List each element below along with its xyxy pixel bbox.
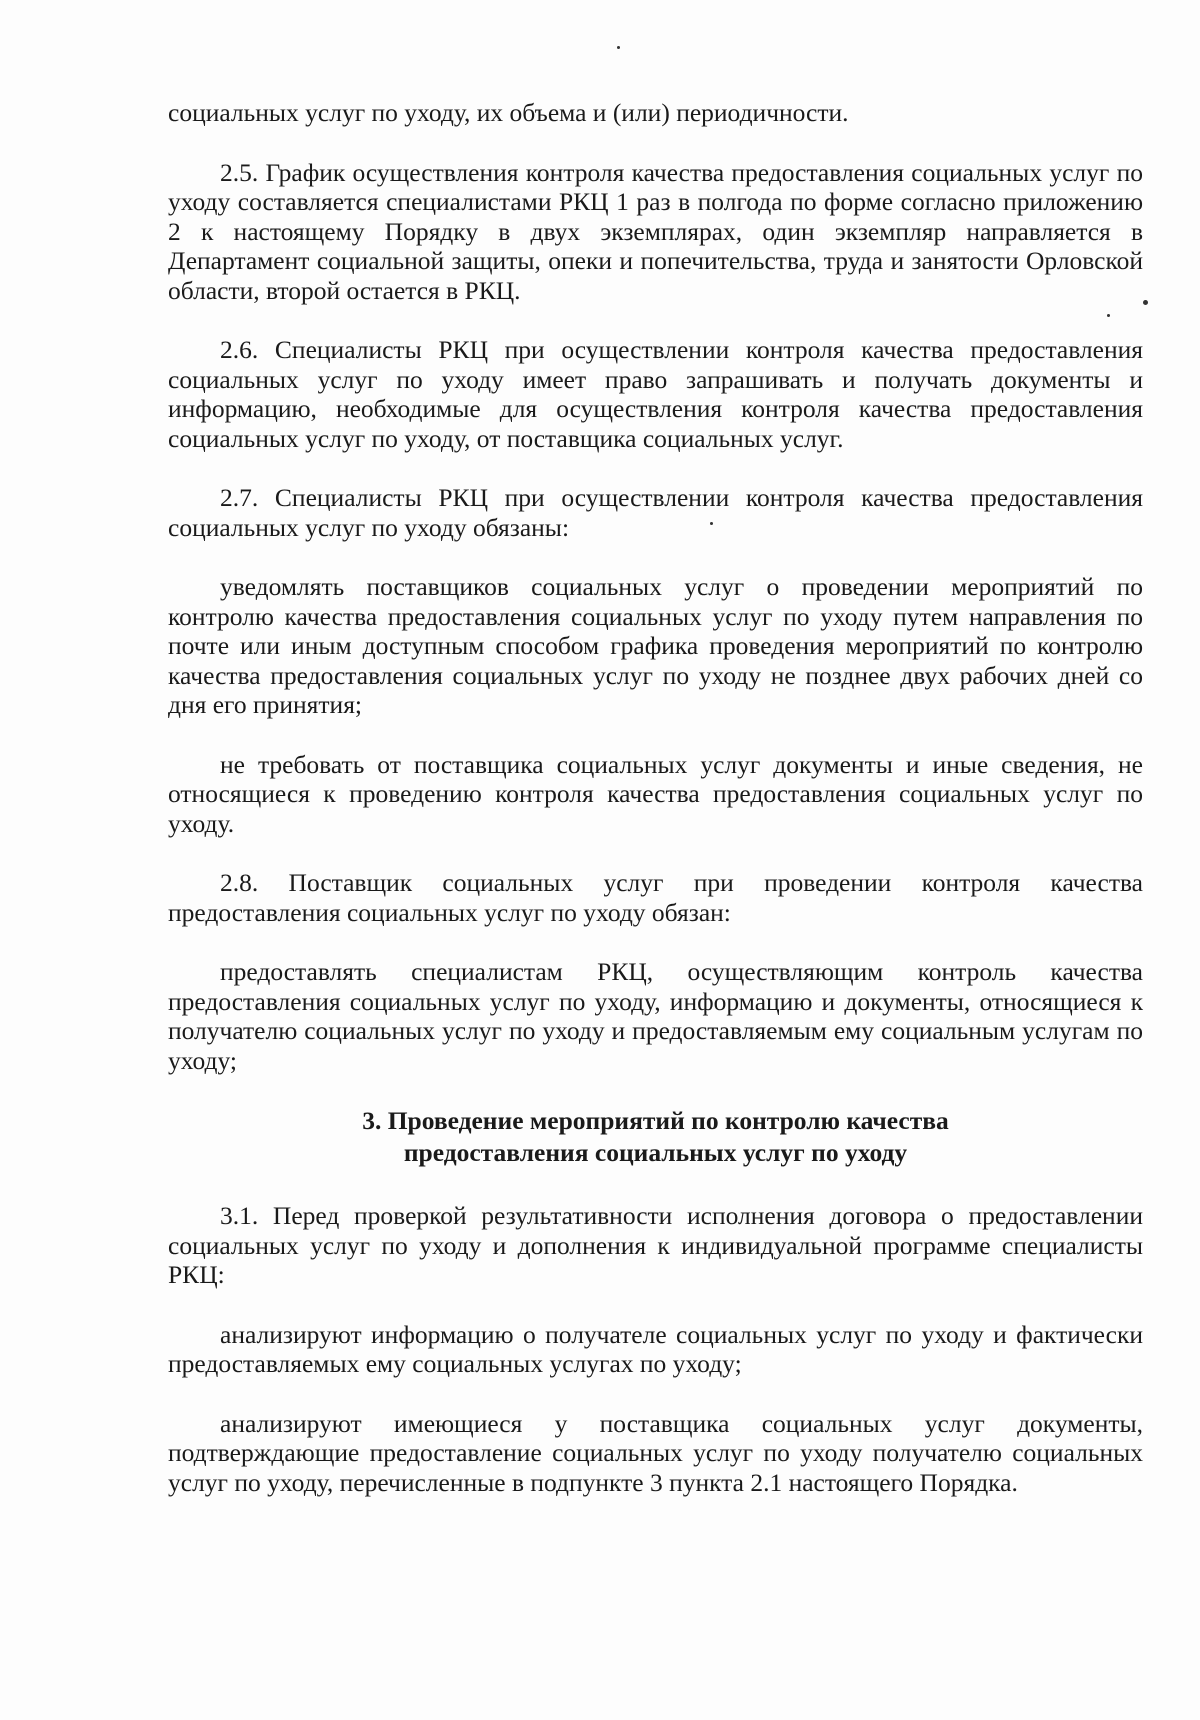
paragraph-2-8: 2.8. Поставщик социальных услуг при проведении контроля качества предоставления социальных услуг по уходу обязан: [168,868,1143,927]
paragraph-continuation: социальных услуг по уходу, их объема и (или) периодичности. [168,98,849,127]
section-3-heading [168,1105,1143,1169]
section-3-heading-line-2: предоставления социальных услуг по уходу [403,1138,908,1167]
paragraph-2-8-item-1: предоставлять специалистам РКЦ, осуществляющим контроль качества предоставления социальных услуг по уходу, информацию и документы, относящиеся к получателю социальных услуг по уходу и предоставляемым ему социальным услугам по уходу; [168,957,1143,1075]
scan-speck [617,46,620,49]
document-body [168,98,1143,1527]
paragraph-2-7-item-2: не требовать от поставщика социальных услуг документы и иные сведения, не относящиеся к проведению контроля качества предоставления социальных услуг по уходу. [168,749,1143,838]
paragraph-2-6: 2.6. Специалисты РКЦ при осуществлении контроля качества предоставления социальных услуг по уходу имеет право запрашивать и получать документы и информацию, необходимые для осуществления контроля качества предоставления социальных услуг по уходу, от поставщика социальных услуг. [168,335,1143,453]
paragraph-2-7: 2.7. Специалисты РКЦ при осуществлении контроля качества предоставления социальных услуг по уходу обязаны: [168,483,1143,542]
paragraph-3-1: 3.1. Перед проверкой результативности исполнения договора о предоставлении социальных услуг по уходу и дополнения к индивидуальной программе специалисты РКЦ: [168,1201,1143,1289]
paragraph-2-5: 2.5. График осуществления контроля качества предоставления социальных услуг по уходу составляется специалистами РКЦ 1 раз в полгода по форме согласно приложению 2 к настоящему Порядку в двух экземплярах, один экземпляр направляется в Департамент социальной защиты, опеки и попечительства, труда и занятости Орловской области, второй остается в РКЦ. [168,157,1143,305]
section-3-heading-line-1: 3. Проведение мероприятий по контролю качества [362,1106,949,1135]
paragraph-2-7-item-1: уведомлять поставщиков социальных услуг о проведении мероприятий по контролю качества предоставления социальных услуг по уходу путем направления по почте или иным доступным способом графика проведения мероприятий по контролю качества предоставления социальных услуг по уходу не позднее двух рабочих дней со дня его принятия; [168,572,1143,719]
paragraph-3-1-item-1: анализируют информацию о получателе социальных услуг по уходу и фактически предоставляемых ему социальных услугах по уходу; [168,1319,1143,1378]
paragraph-3-1-item-2: анализируют имеющиеся у поставщика социальных услуг документы, подтверждающие предоставление социальных услуг по уходу получателю социальных услуг по уходу, перечисленные в подпункте 3 пункта 2.1 настоящего Порядка. [168,1408,1143,1497]
scan-speck [1143,300,1148,305]
